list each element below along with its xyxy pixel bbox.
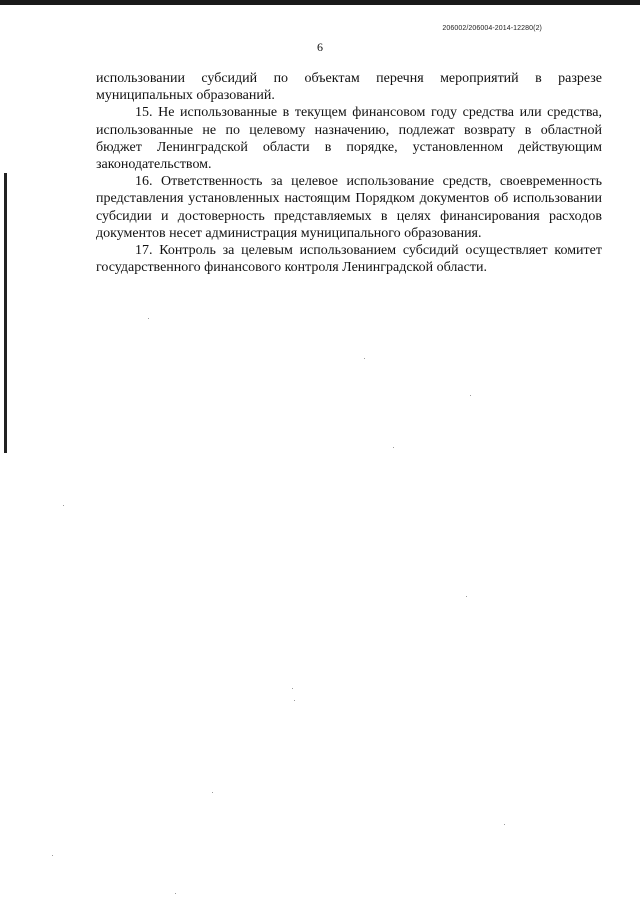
- scan-speck: [466, 596, 467, 597]
- scan-top-border: [0, 0, 640, 5]
- scan-speck: [393, 447, 394, 448]
- scan-speck: [52, 855, 53, 856]
- scan-speck: [470, 395, 471, 396]
- paragraph-continuation: использовании субсидий по объектам перечня мероприятий в разрезе муниципальных образований.: [96, 71, 602, 104]
- document-registration-number: 206002/206004-2014-12280(2): [442, 25, 542, 32]
- scan-speck: [175, 893, 176, 894]
- scan-speck: [212, 792, 213, 793]
- scan-speck: [504, 824, 505, 825]
- scan-speck: [148, 318, 149, 319]
- page-number: 6: [317, 40, 323, 54]
- scan-speck: [364, 358, 365, 359]
- paragraph-15: 15. Не использованные в текущем финансовом году средства или средства, использованные не по целевому назначению, подлежат возврату в областной бюджет Ленинградской области в порядке, установленном действующим законодательством.: [96, 105, 602, 173]
- scan-speck: [63, 505, 64, 506]
- scan-speck: [292, 688, 293, 689]
- scan-speck: [294, 700, 295, 701]
- document-body: [96, 70, 602, 276]
- scan-left-edge-mark: [4, 173, 7, 453]
- paragraph-16: 16. Ответственность за целевое использование средств, своевременность представления установленных настоящим Порядком документов об использовании субсидии и достоверность представляемых в целях финансирования расходов документов несет администрация муниципального образования.: [96, 174, 602, 241]
- paragraph-17: 17. Контроль за целевым использованием субсидий осуществляет комитет государственного финансового контроля Ленинградской области.: [96, 243, 602, 276]
